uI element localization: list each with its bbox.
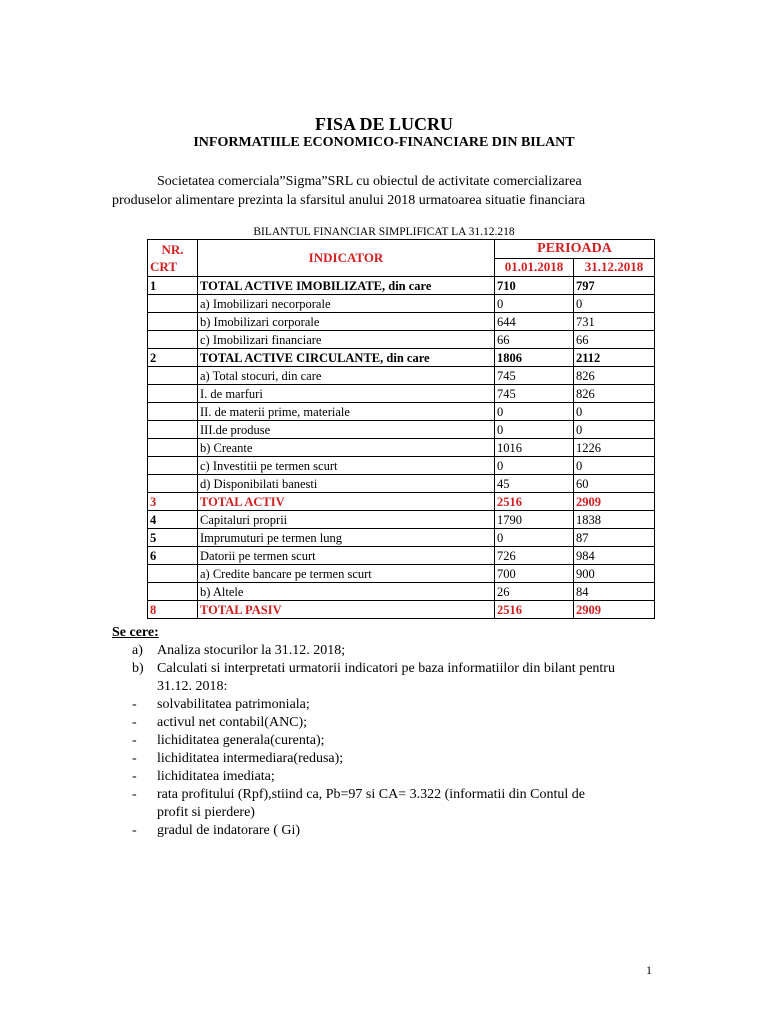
row-indicator-cell: a) Total stocuri, din care [198, 367, 495, 385]
list-dash: - [132, 733, 137, 748]
row-indicator-cell: b) Creante [198, 439, 495, 457]
row-value-2018-12-cell: 797 [574, 277, 655, 295]
row-value-2018-01-cell: 745 [495, 385, 574, 403]
row-value-2018-01-cell: 0 [495, 403, 574, 421]
row-indicator-cell: a) Credite bancare pe termen scurt [198, 565, 495, 583]
row-value-2018-01-cell: 700 [495, 565, 574, 583]
row-value-2018-01-cell: 66 [495, 331, 574, 349]
list-item [112, 822, 672, 840]
row-number-cell [148, 475, 198, 493]
header-date-1: 01.01.2018 [495, 258, 574, 277]
row-value-2018-12-cell: 2112 [574, 349, 655, 367]
row-indicator-cell: II. de materii prime, materiale [198, 403, 495, 421]
row-value-2018-12-cell: 0 [574, 421, 655, 439]
list-item-text: rata profitului (Rpf),stiind ca, Pb=97 si CA= 3.322 (informatii din Contul de [157, 787, 585, 802]
list-item [112, 714, 672, 732]
row-value-2018-01-cell: 2516 [495, 493, 574, 511]
row-number-cell [148, 583, 198, 601]
row-number-cell [148, 421, 198, 439]
row-indicator-cell: Imprumuturi pe termen lung [198, 529, 495, 547]
table-row [148, 277, 655, 295]
row-value-2018-01-cell: 1016 [495, 439, 574, 457]
requirements-heading: Se cere: [112, 625, 159, 640]
row-indicator-cell: b) Altele [198, 583, 495, 601]
page-number: 1 [646, 963, 652, 977]
row-indicator-cell: III.de produse [198, 421, 495, 439]
row-number-cell: 2 [148, 349, 198, 367]
balance-sheet-table [147, 239, 655, 619]
header-date-2: 31.12.2018 [574, 258, 655, 277]
row-value-2018-12-cell: 60 [574, 475, 655, 493]
indicator-list [112, 696, 672, 840]
requirements-section [112, 624, 672, 840]
list-item [112, 696, 672, 714]
row-value-2018-12-cell: 87 [574, 529, 655, 547]
intro-paragraph [112, 172, 652, 210]
row-value-2018-12-cell: 0 [574, 457, 655, 475]
row-value-2018-12-cell: 84 [574, 583, 655, 601]
intro-line-2: produselor alimentare prezinta la sfarsitul anului 2018 urmatoarea situatie financiara [112, 193, 586, 208]
row-value-2018-01-cell: 1806 [495, 349, 574, 367]
row-indicator-cell: d) Disponibilati banesti [198, 475, 495, 493]
row-number-cell [148, 457, 198, 475]
requirement-b-text-1: Calculati si interpretati urmatorii indicatori pe baza informatiilor din bilant pentru [157, 661, 615, 676]
row-value-2018-12-cell: 2909 [574, 493, 655, 511]
row-indicator-cell: TOTAL ACTIV [198, 493, 495, 511]
row-value-2018-12-cell: 826 [574, 385, 655, 403]
table-row [148, 583, 655, 601]
list-dash: - [132, 697, 137, 712]
list-item-text: activul net contabil(ANC); [157, 715, 308, 730]
list-item [112, 786, 672, 804]
row-value-2018-01-cell: 745 [495, 367, 574, 385]
table-row [148, 421, 655, 439]
list-item-text: lichiditatea imediata; [157, 769, 275, 784]
table-row [148, 295, 655, 313]
row-number-cell: 6 [148, 547, 198, 565]
table-row [148, 565, 655, 583]
row-value-2018-01-cell: 45 [495, 475, 574, 493]
requirement-a [112, 642, 672, 660]
table-row [148, 331, 655, 349]
row-number-cell [148, 439, 198, 457]
list-item-text: solvabilitatea patrimoniala; [157, 697, 310, 712]
row-value-2018-01-cell: 726 [495, 547, 574, 565]
header-crt: CRT [150, 259, 177, 274]
row-value-2018-01-cell: 26 [495, 583, 574, 601]
table-row [148, 349, 655, 367]
list-item [112, 750, 672, 768]
row-indicator-cell: TOTAL ACTIVE IMOBILIZATE, din care [198, 277, 495, 295]
table-row [148, 493, 655, 511]
row-value-2018-01-cell: 0 [495, 457, 574, 475]
row-number-cell: 4 [148, 511, 198, 529]
row-value-2018-01-cell: 0 [495, 295, 574, 313]
table-row [148, 403, 655, 421]
requirement-a-marker: a) [132, 643, 143, 658]
table-row [148, 529, 655, 547]
table-row [148, 457, 655, 475]
requirement-b-marker: b) [132, 661, 144, 676]
row-number-cell [148, 403, 198, 421]
row-value-2018-01-cell: 710 [495, 277, 574, 295]
list-dash: - [132, 751, 137, 766]
header-indicator: INDICATOR [198, 240, 495, 277]
intro-line-1: Societatea comerciala”Sigma”SRL cu obiectul de activitate comercializarea [157, 174, 582, 189]
row-indicator-cell: Capitaluri proprii [198, 511, 495, 529]
row-number-cell [148, 565, 198, 583]
row-value-2018-12-cell: 900 [574, 565, 655, 583]
row-indicator-cell: a) Imobilizari necorporale [198, 295, 495, 313]
row-indicator-cell: Datorii pe termen scurt [198, 547, 495, 565]
list-item-text: gradul de indatorare ( Gi) [157, 823, 301, 838]
list-item [112, 732, 672, 750]
row-value-2018-12-cell: 0 [574, 403, 655, 421]
row-number-cell: 5 [148, 529, 198, 547]
row-value-2018-12-cell: 1838 [574, 511, 655, 529]
list-item-text: lichiditatea intermediara(redusa); [157, 751, 344, 766]
page-subtitle: INFORMATIILE ECONOMICO-FINANCIARE DIN BILANT [193, 135, 575, 150]
row-value-2018-12-cell: 66 [574, 331, 655, 349]
list-dash: - [132, 715, 137, 730]
row-indicator-cell: b) Imobilizari corporale [198, 313, 495, 331]
header-perioada: PERIOADA [495, 240, 655, 259]
row-value-2018-01-cell: 644 [495, 313, 574, 331]
row-number-cell [148, 385, 198, 403]
row-indicator-cell: TOTAL PASIV [198, 601, 495, 619]
row-indicator-cell: c) Investitii pe termen scurt [198, 457, 495, 475]
requirement-b [112, 660, 672, 696]
table-row [148, 367, 655, 385]
table-row [148, 601, 655, 619]
row-number-cell: 3 [148, 493, 198, 511]
row-value-2018-12-cell: 2909 [574, 601, 655, 619]
row-indicator-cell: I. de marfuri [198, 385, 495, 403]
list-item-continuation-text: profit si pierdere) [157, 805, 255, 820]
list-dash: - [132, 823, 137, 838]
row-number-cell [148, 367, 198, 385]
row-value-2018-12-cell: 1226 [574, 439, 655, 457]
row-value-2018-12-cell: 826 [574, 367, 655, 385]
row-indicator-cell: c) Imobilizari financiare [198, 331, 495, 349]
table-caption: BILANTUL FINANCIAR SIMPLIFICAT LA 31.12.218 [253, 226, 515, 238]
table-row [148, 511, 655, 529]
table-row [148, 439, 655, 457]
row-value-2018-12-cell: 731 [574, 313, 655, 331]
table-row [148, 313, 655, 331]
row-value-2018-01-cell: 0 [495, 421, 574, 439]
list-item [112, 768, 672, 786]
table-row [148, 547, 655, 565]
row-value-2018-12-cell: 984 [574, 547, 655, 565]
row-value-2018-01-cell: 0 [495, 529, 574, 547]
table-row [148, 475, 655, 493]
requirement-b-text-2: 31.12. 2018: [157, 679, 228, 694]
row-number-cell [148, 313, 198, 331]
table-row [148, 385, 655, 403]
list-dash: - [132, 769, 137, 784]
requirement-a-text: Analiza stocurilor la 31.12. 2018; [157, 643, 346, 658]
list-dash: - [132, 787, 137, 802]
row-number-cell [148, 331, 198, 349]
row-value-2018-12-cell: 0 [574, 295, 655, 313]
row-number-cell: 8 [148, 601, 198, 619]
row-indicator-cell: TOTAL ACTIVE CIRCULANTE, din care [198, 349, 495, 367]
list-item-continuation [112, 804, 672, 822]
row-value-2018-01-cell: 2516 [495, 601, 574, 619]
list-item-text: lichiditatea generala(curenta); [157, 733, 325, 748]
page-title: FISA DE LUCRU [314, 114, 454, 134]
table-header-row [148, 240, 655, 259]
header-nr-crt [148, 240, 198, 277]
row-value-2018-01-cell: 1790 [495, 511, 574, 529]
header-nr: NR. [161, 242, 184, 257]
row-number-cell [148, 295, 198, 313]
row-number-cell: 1 [148, 277, 198, 295]
